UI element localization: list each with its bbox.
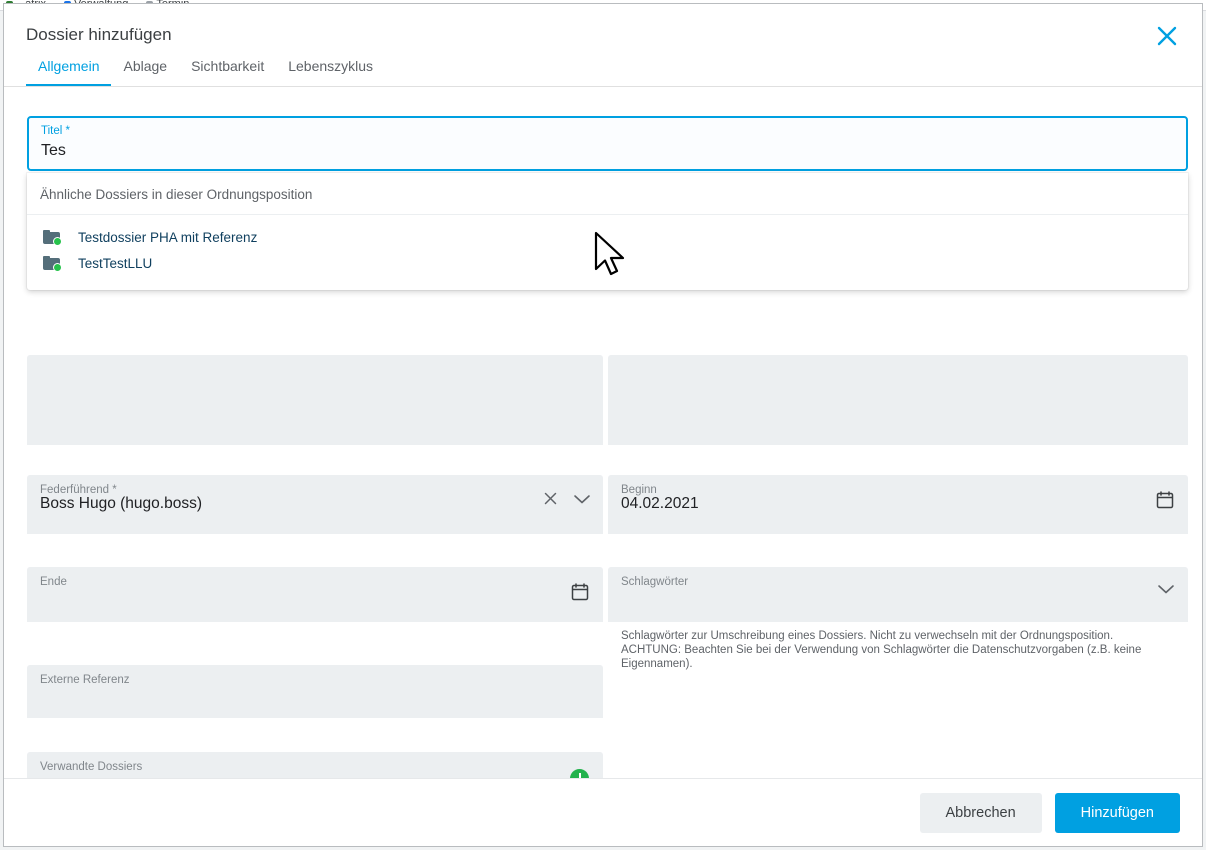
description-field-left[interactable] — [27, 355, 603, 445]
helper-line-2: ACHTUNG: Beachten Sie bei der Verwendung von Schlagwörter die Datenschutzvorgaben (z.B. keine Eigennamen). — [621, 644, 1142, 670]
similar-dossiers-list — [27, 215, 1188, 290]
clear-icon[interactable] — [542, 490, 559, 512]
beginn-date-input[interactable] — [608, 475, 1188, 534]
dialog-header — [4, 4, 1202, 87]
verwandte-dossiers-label: Verwandte Dossiers — [40, 761, 143, 773]
list-item[interactable] — [27, 250, 1188, 276]
close-icon[interactable] — [1154, 23, 1180, 49]
tab-lebenszyklus[interactable]: Lebenszyklus — [288, 58, 374, 74]
helper-line-1: Schlagwörter zur Umschreibung eines Dossiers. Nicht zu verwechseln mit der Ordnungsposition. — [621, 630, 1114, 642]
chevron-down-icon[interactable] — [1157, 582, 1175, 600]
similar-dossiers-heading: Ähnliche Dossiers in dieser Ordnungsposition — [27, 173, 1188, 215]
description-field-right[interactable] — [608, 355, 1188, 445]
list-item[interactable] — [27, 224, 1188, 250]
calendar-icon[interactable] — [570, 582, 590, 607]
schlagwoerter-select[interactable] — [608, 567, 1188, 622]
ende-label: Ende — [40, 576, 67, 588]
beginn-value: 04.02.2021 — [621, 495, 699, 512]
externe-referenz-input[interactable] — [27, 665, 603, 718]
add-dossier-dialog — [3, 3, 1203, 847]
dossier-icon — [43, 230, 61, 245]
beginn-label: Beginn — [621, 484, 657, 496]
federfuehrend-label: Federführend * — [40, 484, 117, 496]
titel-value: Tes — [41, 142, 66, 159]
externe-referenz-label: Externe Referenz — [40, 674, 130, 686]
calendar-icon[interactable] — [1155, 490, 1175, 515]
dialog-footer — [4, 778, 1202, 846]
schlagwoerter-helper-text — [621, 629, 1181, 671]
ende-date-input[interactable] — [27, 567, 603, 622]
list-item-label: TestTestLLU — [78, 255, 153, 271]
schlagwoerter-label: Schlagwörter — [621, 576, 689, 588]
dialog-title: Dossier hinzufügen — [26, 25, 172, 44]
tab-ablage[interactable]: Ablage — [123, 58, 168, 74]
similar-dossiers-dropdown — [27, 173, 1188, 290]
federfuehrend-value: Boss Hugo (hugo.boss) — [40, 495, 202, 512]
dossier-icon — [43, 256, 61, 271]
chevron-down-icon[interactable] — [573, 492, 591, 510]
tab-allgemein[interactable]: Allgemein — [26, 52, 111, 86]
submit-button[interactable]: Hinzufügen — [1055, 793, 1180, 833]
cancel-button[interactable]: Abbrechen — [920, 793, 1042, 833]
list-item-label: Testdossier PHA mit Referenz — [78, 229, 258, 245]
verwandte-dossiers-field[interactable] — [27, 752, 603, 778]
titel-input[interactable] — [27, 116, 1188, 171]
dialog-body — [4, 87, 1202, 778]
dialog-tabs — [26, 52, 385, 86]
federfuehrend-controls — [542, 490, 591, 512]
federfuehrend-select[interactable] — [27, 475, 603, 534]
tab-sichtbarkeit[interactable]: Sichtbarkeit — [191, 58, 265, 74]
add-icon[interactable] — [570, 769, 589, 778]
titel-label: Titel * — [41, 125, 70, 137]
